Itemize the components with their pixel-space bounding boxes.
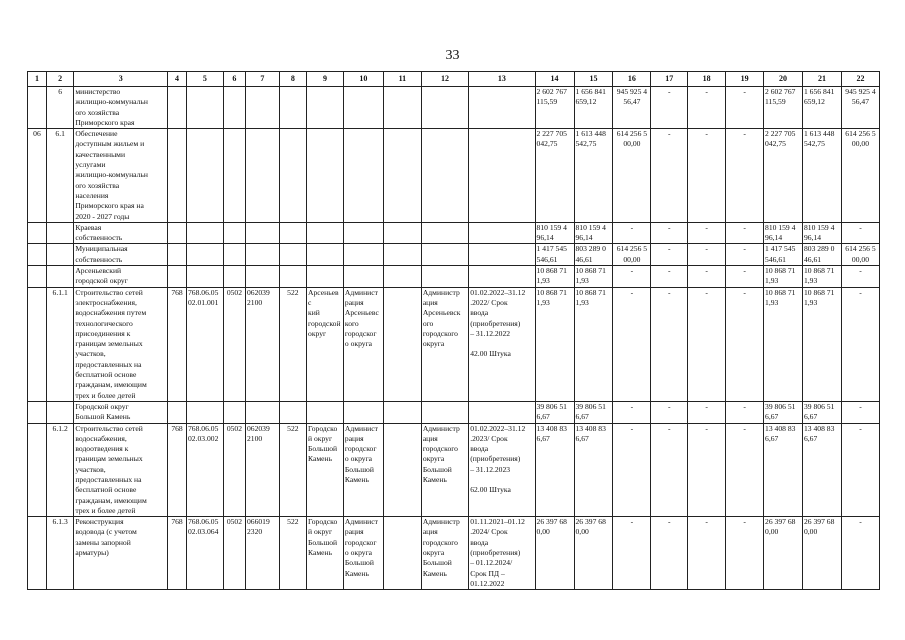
table-cell	[421, 87, 468, 129]
table-cell	[28, 244, 47, 266]
table-cell: 01.02.2022–31.12 .2023/ Срок ввода (приобретения) – 31.12.2023 62.00 Штука	[469, 423, 535, 517]
table-cell: 810 159 4 96,14	[535, 222, 574, 244]
table-cell: 1 613 448 542,75	[802, 129, 841, 223]
table-cell	[307, 129, 344, 223]
table-cell	[168, 87, 187, 129]
table-cell	[245, 266, 279, 288]
table-cell: 39 806 51 6,67	[764, 401, 803, 423]
table-cell	[383, 266, 421, 288]
table-cell: 768.06.05 02.01.001	[187, 287, 224, 401]
table-cell: -	[726, 222, 764, 244]
table-cell	[383, 517, 421, 590]
table-cell: 945 925 4 56,47	[841, 87, 879, 129]
table-row	[28, 517, 880, 590]
table-cell: -	[651, 517, 688, 590]
table-cell: Обеспечение доступным жильем и качественными услугами жилищно-коммунальн ого хозяйства населения Приморского края на 2020 - 2027 годы	[74, 129, 168, 223]
table-cell: 10 868 71 1,93	[802, 287, 841, 401]
table-row	[28, 266, 880, 288]
table-cell: -	[688, 129, 726, 223]
table-cell: -	[688, 244, 726, 266]
table-cell	[279, 401, 306, 423]
table-cell	[223, 222, 245, 244]
column-header: 8	[279, 72, 306, 87]
column-header: 17	[651, 72, 688, 87]
table-row	[28, 423, 880, 517]
table-cell	[245, 222, 279, 244]
table-cell: -	[613, 401, 651, 423]
table-cell	[168, 222, 187, 244]
table-cell: 2 602 767 115,59	[764, 87, 803, 129]
table-cell	[343, 87, 383, 129]
table-cell	[187, 266, 224, 288]
table-cell	[187, 129, 224, 223]
table-cell: 066019 2320	[245, 517, 279, 590]
column-header: 4	[168, 72, 187, 87]
table-cell	[245, 401, 279, 423]
table-cell: Краевая собственность	[74, 222, 168, 244]
table-cell	[307, 244, 344, 266]
table-cell	[383, 287, 421, 401]
table-cell	[469, 222, 535, 244]
table-cell	[28, 87, 47, 129]
table-cell: -	[613, 517, 651, 590]
table-cell	[383, 423, 421, 517]
table-cell: Городско й округ Большой Камень	[307, 423, 344, 517]
column-header: 5	[187, 72, 224, 87]
table-cell: 768	[168, 423, 187, 517]
page-number: 33	[445, 48, 460, 63]
table-cell: -	[613, 423, 651, 517]
table-row	[28, 401, 880, 423]
table-cell	[343, 244, 383, 266]
table-cell	[343, 222, 383, 244]
column-header: 19	[726, 72, 764, 87]
table-row	[28, 129, 880, 223]
table-body	[28, 87, 880, 590]
table-cell: 10 868 71 1,93	[802, 266, 841, 288]
table-cell	[343, 401, 383, 423]
table-cell	[383, 401, 421, 423]
table-cell: 522	[279, 517, 306, 590]
table-cell: 10 868 71 1,93	[574, 266, 613, 288]
table-cell	[168, 129, 187, 223]
table-cell	[279, 244, 306, 266]
table-row	[28, 287, 880, 401]
table-cell	[187, 87, 224, 129]
table-cell	[223, 401, 245, 423]
table-row	[28, 222, 880, 244]
column-header: 21	[802, 72, 841, 87]
table-cell: 614 256 5 00,00	[841, 129, 879, 223]
table-cell: -	[651, 222, 688, 244]
table-cell: -	[688, 287, 726, 401]
table-cell: Строительство сетей электроснабжения, водоснабжения путем технологического присоединения к границам земельных участков, предоставленных на бесплатной основе гражданам, имеющим трех и более детей	[74, 287, 168, 401]
table-cell: 768.06.05 02.03.064	[187, 517, 224, 590]
table-cell: 062039 2100	[245, 287, 279, 401]
table-cell: 26 397 68 0,00	[574, 517, 613, 590]
table-cell	[383, 222, 421, 244]
table-cell	[28, 517, 47, 590]
table-cell	[383, 244, 421, 266]
table-cell: 39 806 51 6,67	[574, 401, 613, 423]
table-cell: Реконструкция водовода (с учетом замены запорной арматуры)	[74, 517, 168, 590]
table-cell	[307, 87, 344, 129]
column-header: 7	[245, 72, 279, 87]
table-cell	[28, 401, 47, 423]
table-cell: 1 417 545 546,61	[535, 244, 574, 266]
column-header: 22	[841, 72, 879, 87]
table-cell	[383, 129, 421, 223]
table-cell: 39 806 51 6,67	[802, 401, 841, 423]
column-header: 13	[469, 72, 535, 87]
table-cell: -	[651, 244, 688, 266]
table-cell: Строительство сетей водоснабжения, водоотведения к границам земельных участков, предоставленных на бесплатной основе гражданам, имеющим трех и более детей	[74, 423, 168, 517]
column-header: 18	[688, 72, 726, 87]
table-cell: 6.1.1	[46, 287, 73, 401]
column-header: 14	[535, 72, 574, 87]
table-cell	[307, 266, 344, 288]
table-cell: 1 656 841 659,12	[574, 87, 613, 129]
table-cell	[245, 87, 279, 129]
table-cell: -	[688, 401, 726, 423]
table-cell: 13 408 83 6,67	[574, 423, 613, 517]
table-cell	[343, 129, 383, 223]
table-cell: 6	[46, 87, 73, 129]
table-cell	[421, 266, 468, 288]
table-cell: 945 925 4 56,47	[613, 87, 651, 129]
table-cell: 522	[279, 423, 306, 517]
table-cell: 1 417 545 546,61	[764, 244, 803, 266]
table-cell	[469, 87, 535, 129]
table-cell	[223, 244, 245, 266]
table-cell	[28, 423, 47, 517]
table-cell: 13 408 83 6,67	[802, 423, 841, 517]
table-cell: 0502	[223, 287, 245, 401]
table-cell: -	[841, 423, 879, 517]
table-cell: Админист рация городског о округа Большой Камень	[343, 423, 383, 517]
table-cell: 26 397 68 0,00	[764, 517, 803, 590]
table-cell: -	[688, 222, 726, 244]
table-cell	[279, 87, 306, 129]
table-cell: 1 613 448 542,75	[574, 129, 613, 223]
table-cell	[469, 266, 535, 288]
table-row	[28, 244, 880, 266]
table-cell: Муниципальная собственность	[74, 244, 168, 266]
table-cell: -	[726, 266, 764, 288]
table-cell	[187, 244, 224, 266]
table-cell: министерство жилищно-коммунальн ого хозяйства Приморского края	[74, 87, 168, 129]
column-header: 2	[46, 72, 73, 87]
table-cell: Городской округ Большой Камень	[74, 401, 168, 423]
table-cell	[223, 266, 245, 288]
table-cell: 6.1	[46, 129, 73, 223]
table-cell: Арсеньевс кий городской округ	[307, 287, 344, 401]
table-cell	[469, 401, 535, 423]
column-header: 10	[343, 72, 383, 87]
table-cell: 6.1.2	[46, 423, 73, 517]
table-cell	[469, 129, 535, 223]
table-cell: 26 397 68 0,00	[535, 517, 574, 590]
column-header: 15	[574, 72, 613, 87]
table-cell	[168, 244, 187, 266]
table-cell: Арсеньевский городской округ	[74, 266, 168, 288]
table-cell: 810 159 4 96,14	[802, 222, 841, 244]
table-cell: -	[688, 517, 726, 590]
column-header: 20	[764, 72, 803, 87]
table-cell: 522	[279, 287, 306, 401]
table-cell: 06	[28, 129, 47, 223]
table-cell: -	[841, 222, 879, 244]
table-cell	[245, 129, 279, 223]
table-cell	[279, 222, 306, 244]
table-cell: 10 868 71 1,93	[764, 287, 803, 401]
table-cell: -	[651, 129, 688, 223]
table-cell: 10 868 71 1,93	[764, 266, 803, 288]
table-cell: 0502	[223, 423, 245, 517]
table-cell	[307, 222, 344, 244]
table-cell	[279, 266, 306, 288]
table-cell: 1 656 841 659,12	[802, 87, 841, 129]
table-cell: -	[726, 423, 764, 517]
table-cell: 01.11.2021–01.12 .2024/ Срок ввода (приобретения) – 01.12.2024/ Срок ПД – 01.12.2022	[469, 517, 535, 590]
column-header: 12	[421, 72, 468, 87]
table-cell	[245, 244, 279, 266]
table-cell: 768	[168, 287, 187, 401]
table-cell	[343, 266, 383, 288]
budget-table	[27, 71, 880, 590]
table-cell	[469, 244, 535, 266]
table-cell	[187, 401, 224, 423]
table-cell	[421, 401, 468, 423]
table-cell: Админист рация Арсеньевс кого городског о округа	[343, 287, 383, 401]
column-header: 16	[613, 72, 651, 87]
table-cell	[421, 222, 468, 244]
table-cell: -	[651, 401, 688, 423]
table-cell: 614 256 5 00,00	[841, 244, 879, 266]
table-cell: -	[726, 129, 764, 223]
table-cell: Администр ация городского округа Большой Камень	[421, 423, 468, 517]
table-cell: -	[841, 287, 879, 401]
table-cell	[223, 129, 245, 223]
table-cell: 810 159 4 96,14	[574, 222, 613, 244]
table-cell: -	[841, 517, 879, 590]
header-row	[28, 72, 880, 87]
table-cell: -	[651, 423, 688, 517]
table-cell: -	[726, 87, 764, 129]
table-cell: -	[688, 87, 726, 129]
table-cell: 768	[168, 517, 187, 590]
table-cell: -	[726, 287, 764, 401]
table-cell	[168, 401, 187, 423]
table-cell: 062039 2100	[245, 423, 279, 517]
table-cell: 10 868 71 1,93	[535, 287, 574, 401]
table-cell: -	[726, 517, 764, 590]
table-cell	[168, 266, 187, 288]
column-header: 1	[28, 72, 47, 87]
table-cell	[46, 401, 73, 423]
table-cell: Городско й округ Большой Камень	[307, 517, 344, 590]
table-row	[28, 87, 880, 129]
table-cell: 614 256 5 00,00	[613, 129, 651, 223]
table-cell: 2 227 705 042,75	[535, 129, 574, 223]
table-cell: 10 868 71 1,93	[535, 266, 574, 288]
table-cell: 01.02.2022–31.12 .2022/ Срок ввода (приобретения) – 31.12.2022 42.00 Штука	[469, 287, 535, 401]
table-cell: -	[613, 266, 651, 288]
column-header: 9	[307, 72, 344, 87]
table-cell: 13 408 83 6,67	[535, 423, 574, 517]
table-cell: 2 227 705 042,75	[764, 129, 803, 223]
table-cell: 803 289 0 46,61	[574, 244, 613, 266]
table-cell	[28, 287, 47, 401]
table-cell: -	[651, 87, 688, 129]
table-cell: 10 868 71 1,93	[574, 287, 613, 401]
table-cell: 0502	[223, 517, 245, 590]
table-cell	[46, 244, 73, 266]
table-cell: -	[613, 287, 651, 401]
table-cell: Администр ация Арсеньевск ого городского округа	[421, 287, 468, 401]
table-cell: 26 397 68 0,00	[802, 517, 841, 590]
table-cell	[223, 87, 245, 129]
table-cell	[421, 244, 468, 266]
table-cell: -	[651, 266, 688, 288]
table-cell: -	[688, 423, 726, 517]
table-cell	[187, 222, 224, 244]
table-cell: 6.1.3	[46, 517, 73, 590]
table-cell: Администр ация городского округа Большой Камень	[421, 517, 468, 590]
table-cell: 2 602 767 115,59	[535, 87, 574, 129]
table-cell	[383, 87, 421, 129]
table-cell: -	[688, 266, 726, 288]
table-cell: -	[651, 287, 688, 401]
table-cell: -	[726, 244, 764, 266]
table-cell	[46, 266, 73, 288]
table-cell	[28, 266, 47, 288]
table-cell	[279, 129, 306, 223]
table-cell: -	[841, 266, 879, 288]
table-cell: 614 256 5 00,00	[613, 244, 651, 266]
table-cell	[307, 401, 344, 423]
table-cell: 13 408 83 6,67	[764, 423, 803, 517]
column-header: 3	[74, 72, 168, 87]
table-cell: -	[841, 401, 879, 423]
table-cell	[28, 222, 47, 244]
table-cell: 768.06.05 02.03.002	[187, 423, 224, 517]
table-cell: -	[726, 401, 764, 423]
column-header: 6	[223, 72, 245, 87]
table-cell	[46, 222, 73, 244]
table-cell: Админист рация городског о округа Большой Камень	[343, 517, 383, 590]
table-cell	[421, 129, 468, 223]
table-cell: 803 289 0 46,61	[802, 244, 841, 266]
table-cell: 39 806 51 6,67	[535, 401, 574, 423]
column-header: 11	[383, 72, 421, 87]
table-cell: -	[613, 222, 651, 244]
table-cell: 810 159 4 96,14	[764, 222, 803, 244]
